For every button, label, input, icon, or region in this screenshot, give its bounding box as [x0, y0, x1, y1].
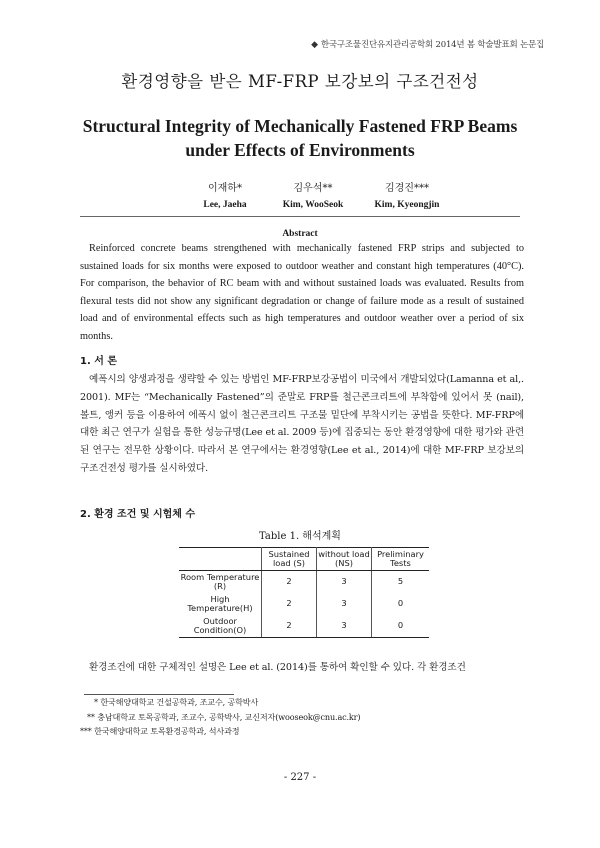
- author-3-english-name: Kim, Kyeongjin: [374, 200, 440, 210]
- diamond-bullet-icon: ◆: [311, 40, 318, 50]
- footnote-2: ** 충남대학교 토목공학과, 조교수, 공학박사, 교신저자(wooseok@cnu.ac.kr): [87, 712, 361, 722]
- table-header-cell: Preliminary Tests: [372, 548, 430, 571]
- table-cell: 0: [372, 593, 430, 615]
- author-3-korean-name: 김경진***: [385, 183, 429, 194]
- table-header-row: [179, 548, 429, 571]
- table-cell: 3: [317, 571, 372, 594]
- table-caption: Table 1. 해석계획: [259, 531, 341, 542]
- footnote-1: * 한국해양대학교 건설공학과, 조교수, 공학박사: [94, 697, 259, 707]
- table-cell: 2: [262, 593, 317, 615]
- table-header-cell: without load (NS): [317, 548, 372, 571]
- english-title-line-1: Structural Integrity of Mechanically Fastened FRP Beams: [82, 116, 518, 136]
- abstract-heading: Abstract: [282, 229, 318, 239]
- table-row: [179, 571, 429, 594]
- author-1-korean-name: 이재하*: [208, 183, 242, 194]
- table-cell: 5: [372, 571, 430, 594]
- author-3: [347, 179, 467, 210]
- table-row: [179, 593, 429, 615]
- author-1-english-name: Lee, Jaeha: [203, 200, 247, 210]
- title-divider: [80, 216, 520, 217]
- footnote-3: *** 한국해양대학교 토목환경공학과, 석사과정: [80, 726, 240, 736]
- row-label-cell: Room Temperature (R): [180, 571, 260, 591]
- row-label-cell: High Temperature(H): [187, 593, 253, 613]
- page-number: - 227 -: [283, 772, 317, 783]
- proceedings-header: [311, 38, 544, 50]
- author-2-korean-name: 김우석**: [293, 183, 333, 194]
- table-cell: 3: [317, 593, 372, 615]
- table-row: [179, 615, 429, 638]
- row-label-cell: Outdoor Condition(O): [179, 615, 262, 638]
- section-2-paragraph: 환경조건에 대한 구체적인 설명은 Lee et al. (2014)를 통하여 확인할 수 있다. 각 환경조건: [89, 662, 466, 673]
- table-cell: 2: [262, 571, 317, 594]
- abstract-text: Reinforced concrete beams strengthened with mechanically fastened FRP strips and subjected to sustained loads for six months were exposed to outdoor weather and constant high temperatures (40°C). For comparison, the behavior of RC beam with and without sustained loads was evaluated. Results from flexural tests did not show any significant degradation or change of failure mode as a result of sustained load and of environmental effects such as high temperatures and outdoor weather over a period of six months.: [80, 243, 524, 342]
- section-1-paragraph: 예폭시의 양생과정을 생략할 수 있는 방법인 MF-FRP보강공법이 미국에서 개발되었다(Lamanna et al,. 2001). MF는 “Mechanically Fastened”의 준말로 FRP를 철근콘크리트에 부착함에 있어서 못 (nail), 볼트, 앵커 등을 이용하여 에폭시 없이 철근콘크리트 구조물 밑단에 부착시키는 공법을 뜻한다. MF-FRP에 대한 최근 연구가 실험을 통한 성능규명(Lee et al. 2009 등)에 집중되는 동안 환경영향에 대한 평가와 관련된 연구는 전무한 상황이다. 따라서 본 연구에서는 환경영향(Lee et al., 2014)에 대한 MF-FRP 보강보의 구조건전성 평가를 실시하였다.: [80, 374, 524, 474]
- english-title: [60, 114, 540, 162]
- table-header-cell: [179, 548, 262, 571]
- section-2-heading: 2. 환경 조건 및 시험체 수: [80, 509, 196, 520]
- footnote-divider: [84, 694, 234, 695]
- table-cell: 2: [262, 615, 317, 638]
- analysis-plan-table: [179, 547, 429, 638]
- section-1-heading: 1. 서 론: [80, 356, 118, 367]
- table-cell: 3: [317, 615, 372, 638]
- proceedings-header-text: 한국구조물진단유지관리공학회 2014년 봄 학술발표회 논문집: [320, 40, 544, 50]
- table-header-cell: Sustained load (S): [262, 548, 317, 571]
- english-title-line-2: under Effects of Environments: [185, 140, 415, 160]
- korean-title: 환경영향을 받은 MF-FRP 보강보의 구조건전성: [121, 72, 479, 91]
- table-cell: 0: [372, 615, 430, 638]
- author-2-english-name: Kim, WooSeok: [282, 200, 344, 210]
